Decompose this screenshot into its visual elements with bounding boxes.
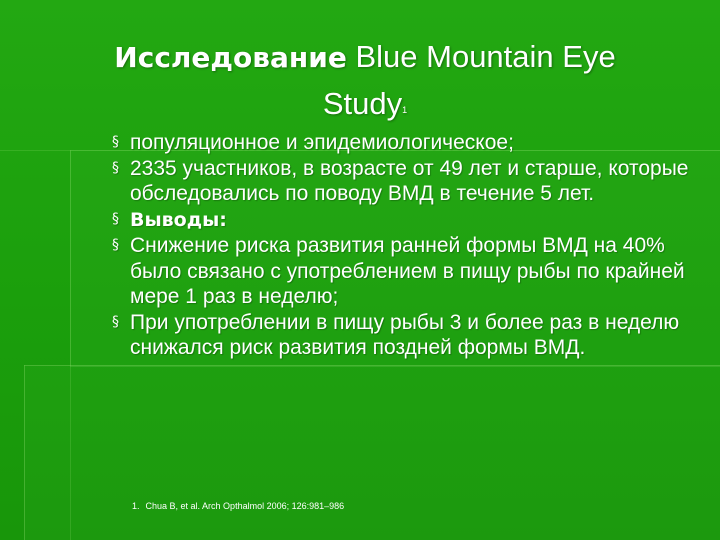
decorative-panel: [24, 365, 720, 540]
title-line2: Study: [322, 86, 403, 121]
slide-title: [40, 34, 690, 127]
footnote-number: 1.: [132, 501, 140, 511]
title-superscript: 1: [402, 105, 408, 115]
bullet-text: 2335 участников, в возрасте от 49 лет и старше, которые обследовались по поводу ВМД в течение 5 лет.: [130, 156, 689, 205]
footnote: [132, 500, 344, 512]
title-rest: Blue Mountain Eye: [355, 39, 616, 74]
bullet-marker-icon: §: [112, 159, 119, 176]
bullet-text: При употреблении в пищу рыбы 3 и более раз в неделю снижался риск развития поздней формы ВМД.: [130, 310, 680, 359]
bullet-marker-icon: §: [112, 210, 119, 227]
bullet-item: [112, 130, 692, 156]
bullet-item: [112, 310, 692, 361]
title-bold: Исследование: [114, 41, 347, 74]
footnote-text: Chua B, et al. Arch Opthalmol 2006; 126:981–986: [145, 501, 345, 511]
bullet-text: Выводы:: [130, 208, 227, 231]
bullet-marker-icon: §: [112, 237, 119, 253]
bullet-marker-icon: §: [112, 134, 119, 150]
bullet-text: популяционное и эпидемиологическое;: [130, 131, 514, 154]
bullet-item: [112, 233, 692, 310]
bullet-marker-icon: §: [112, 313, 119, 330]
bullet-item: [112, 156, 692, 207]
bullet-list: [112, 130, 692, 361]
bullet-item: [112, 207, 692, 234]
bullet-text: Снижение риска развития ранней формы ВМД на 40% было связано с употреблением в пищу рыбы по крайней мере 1 раз в неделю;: [130, 234, 685, 308]
